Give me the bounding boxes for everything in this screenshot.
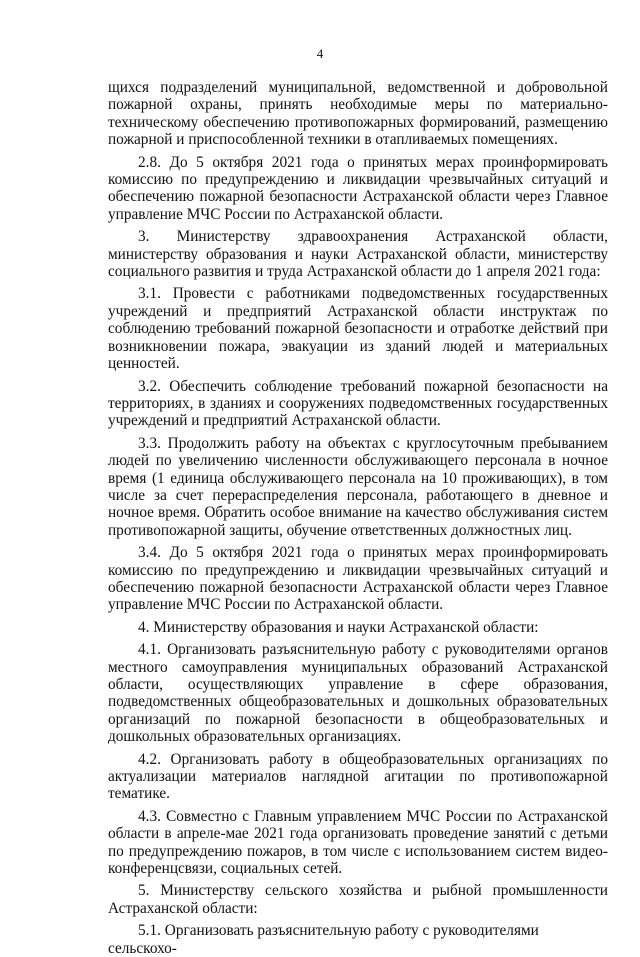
document-body [108, 79, 608, 957]
paragraph-5: 5. Министерству сельского хозяйства и рыбной промышленности Астраханской области: [108, 882, 608, 917]
paragraph-5-1: 5.1. Организовать разъяснительную работу с руководителями сельскохо- [108, 922, 539, 957]
paragraph-3-1: 3.1. Провести с работниками подведомственных государственных учреждений и предприятий Астраханской области инструктаж по соблюдению требований пожарной безопасности и отработке действий при возникновении пожара, эвакуации из зданий людей и материальных ценностей. [108, 285, 608, 373]
paragraph-3-3: 3.3. Продолжить работу на объектах с круглосуточным пребыванием людей по увеличению численности обслуживающего персонала в ночное время (1 единица обслуживающего персонала на 10 проживающих), в том числе за счет перераспределения персонала, работающего в дневное и ночное время. Обратить особое внимание на качество обслуживания систем противопожарной защиты, обучение ответственных должностных лиц. [108, 434, 608, 539]
paragraph-continuation: щихся подразделений муниципальной, ведомственной и добровольной пожарной охраны, принять необходимые меры по материально-техническому обеспечению противопожарных формирований, размещению пожарной и приспособленной техники в отапливаемых помещениях. [108, 79, 608, 149]
page-number: 4 [316, 46, 324, 61]
paragraph-4-3: 4.3. Совместно с Главным управлением МЧС России по Астраханской области в апреле-мае 2021 года организовать проведение занятий с детьми по предупреждению пожаров, в том числе с использованием систем видео-конференцсвязи, социальных сетей. [108, 807, 608, 878]
paragraph-4-2: 4.2. Организовать работу в общеобразовательных организациях по актуализации материалов наглядной агитации по противопожарной тематике. [108, 750, 608, 803]
paragraph-3-2: 3.2. Обеспечить соблюдение требований пожарной безопасности на территориях, в зданиях и сооружениях подведомственных государственных учреждений и предприятий Астраханской области. [108, 377, 608, 430]
paragraph-4: 4. Министерству образования и науки Астраханской области: [138, 618, 539, 636]
paragraph-3: 3. Министерству здравоохранения Астраханской области, министерству образования и науки Астраханской области, министерству социального развития и труда Астраханской области до 1 апреля 2021 года: [108, 228, 608, 281]
paragraph-3-4: 3.4. До 5 октября 2021 года о принятых мерах проинформировать комиссию по предупреждению и ликвидации чрезвычайных ситуаций и обеспечению пожарной безопасности Астраханской области через Главное управление МЧС России по Астраханской области. [108, 544, 608, 614]
paragraph-4-1: 4.1. Организовать разъяснительную работу с руководителями органов местного самоуправления муниципальных образований Астраханской области, осуществляющих управление в сфере образования, подведомственных общеобразовательных и дошкольных образовательных организаций по пожарной безопасности в общеобразовательных и дошкольных образовательных организациях. [108, 641, 608, 746]
paragraph-2-8: 2.8. До 5 октября 2021 года о принятых мерах проинформировать комиссию по предупреждению и ликвидации чрезвычайных ситуаций и обеспечению пожарной безопасности Астраханской области через Главное управление МЧС России по Астраханской области. [108, 153, 608, 223]
